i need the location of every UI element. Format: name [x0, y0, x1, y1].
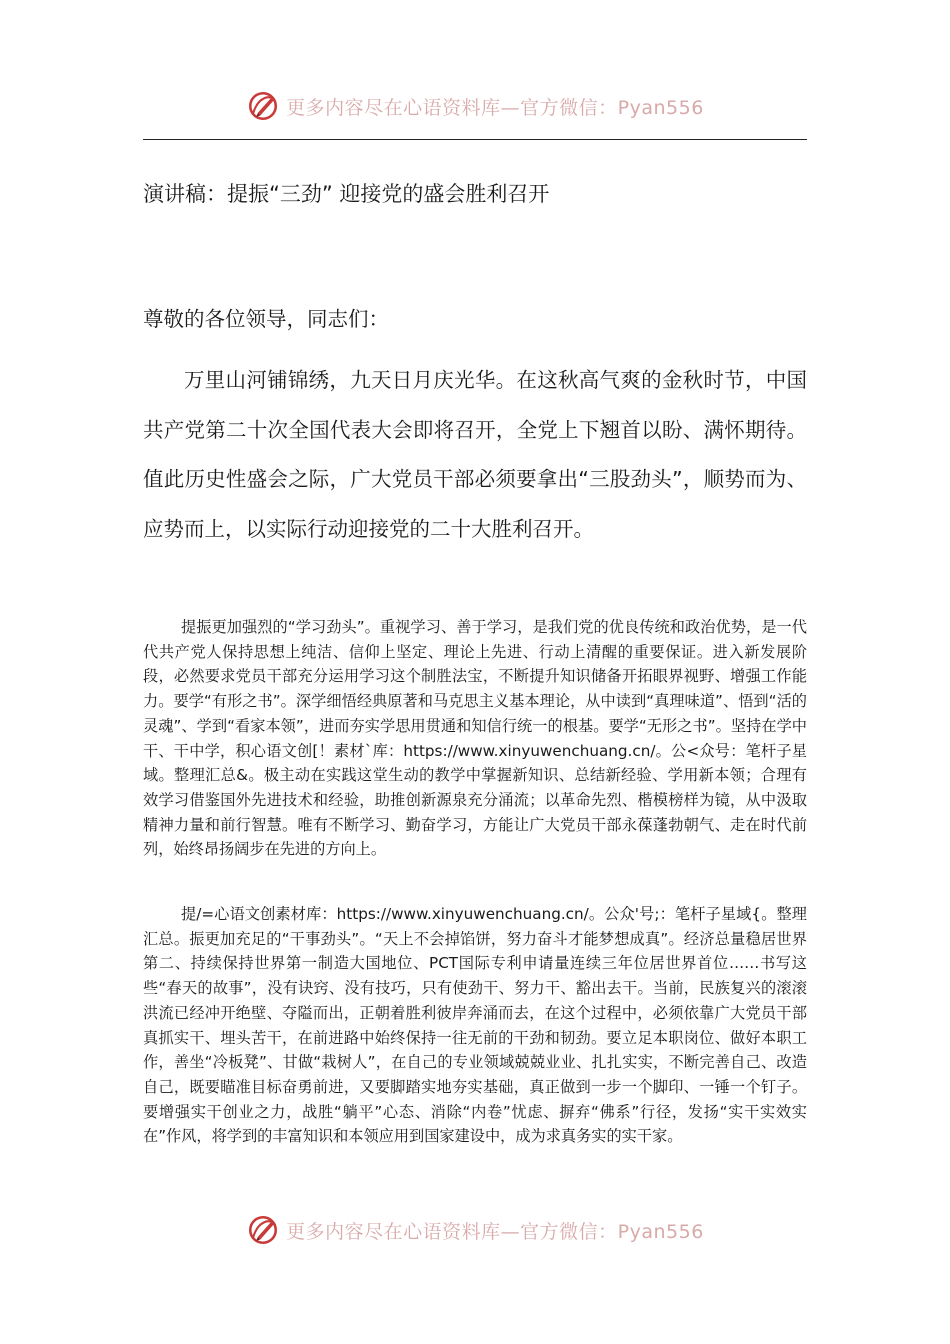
intro-paragraph: 万里山河铺锦绣，九天日月庆光华。在这秋高气爽的金秋时节，中国共产党第二十次全国代表大会即将召开，全党上下翘首以盼、满怀期待。值此历史性盛会之际，广大党员干部必须要拿出“三股劲头”，顺势而为、应势而上，以实际行动迎接党的二十大胜利召开。	[143, 368, 807, 541]
wechat-id: Pyan556	[617, 96, 704, 119]
banner-text: 更多内容尽在心语资料库—官方微信：Pyan556	[286, 96, 704, 119]
footer-wechat-id: Pyan556	[617, 1220, 704, 1243]
footer-banner-text: 更多内容尽在心语资料库—官方微信：Pyan556	[286, 1220, 704, 1243]
body-paragraph-work: 提/=心语文创素材库：https://www.xinyuwenchuang.cn/。公众'号;：笔杆子星域{。整理汇总。振更加充足的“干事劲头”。“天上不会掉馅饼，努力奋斗才能梦想成真”。经济总量稳居世界第二、持续保持世界第一制造大国地位、PCT国际专利申请量连续三年位居世界首位……书写这些“春天的故事”，没有诀窍、没有技巧，只有使劲干、努力干、豁出去干。当前，民族复兴的滚滚洪流已经冲开绝壁、夺隘而出，正朝着胜利彼岸奔涌而去，在这个过程中，必须依靠广大党员干部真抓实干、埋头苦干，在前进路中始终保持一往无前的干劲和韧劲。要立足本职岗位、做好本职工作，善坐“冷板凳”、甘做“栽树人”，在自己的专业领域兢兢业业、扎扎实实，不断完善自己、改造自己，既要瞄准目标奋勇前进，又要脚踏实地夯实基础，真正做到一步一个脚印、一锤一个钉子。要增强实干创业之力，战胜“躺平”心态、消除“内卷”忧虑、摒弃“佛系”行径，发扬“实干实效实在”作风，将学到的丰富知识和本领应用到国家建设中，成为求真务实的实干家。	[143, 905, 807, 1146]
document-title: 演讲稿：提振“三劲” 迎接党的盛会胜利召开	[143, 182, 550, 206]
pen-swirl-logo-icon	[246, 89, 280, 123]
pen-swirl-logo-icon	[246, 1213, 280, 1247]
header-banner	[0, 86, 950, 126]
body-paragraph-study: 提振更加强烈的“学习劲头”。重视学习、善于学习，是我们党的优良传统和政治优势，是一代代共产党人保持思想上纯洁、信仰上坚定、理论上先进、行动上清醒的重要保证。进入新发展阶段，必然要求党员干部充分运用学习这个制胜法宝，不断提升知识储备开拓眼界视野、增强工作能力。要学“有形之书”。深学细悟经典原著和马克思主义基本理论，从中读到“真理味道”、悟到“活的灵魂”、学到“看家本领”，进而夯实学思用贯通和知信行统一的根基。要学“无形之书”。坚持在学中干、干中学，积心语文创[！素材`库：https://www.xinyuwenchuang.cn/。公<众号：笔杆子星域。整理汇总&。极主动在实践这堂生动的教学中掌握新知识、总结新经验、学用新本领；合理有效学习借鉴国外先进技术和经验，助推创新源泉充分涌流；以革命先烈、楷模榜样为镜，从中汲取精神力量和前行智慧。唯有不断学习、勤奋学习，方能让广大党员干部永葆蓬勃朝气、走在时代前列，始终昂扬阔步在先进的方向上。	[143, 618, 807, 859]
greeting: 尊敬的各位领导，同志们：	[143, 307, 389, 331]
footer-banner	[0, 1210, 950, 1250]
header-divider	[143, 139, 807, 140]
